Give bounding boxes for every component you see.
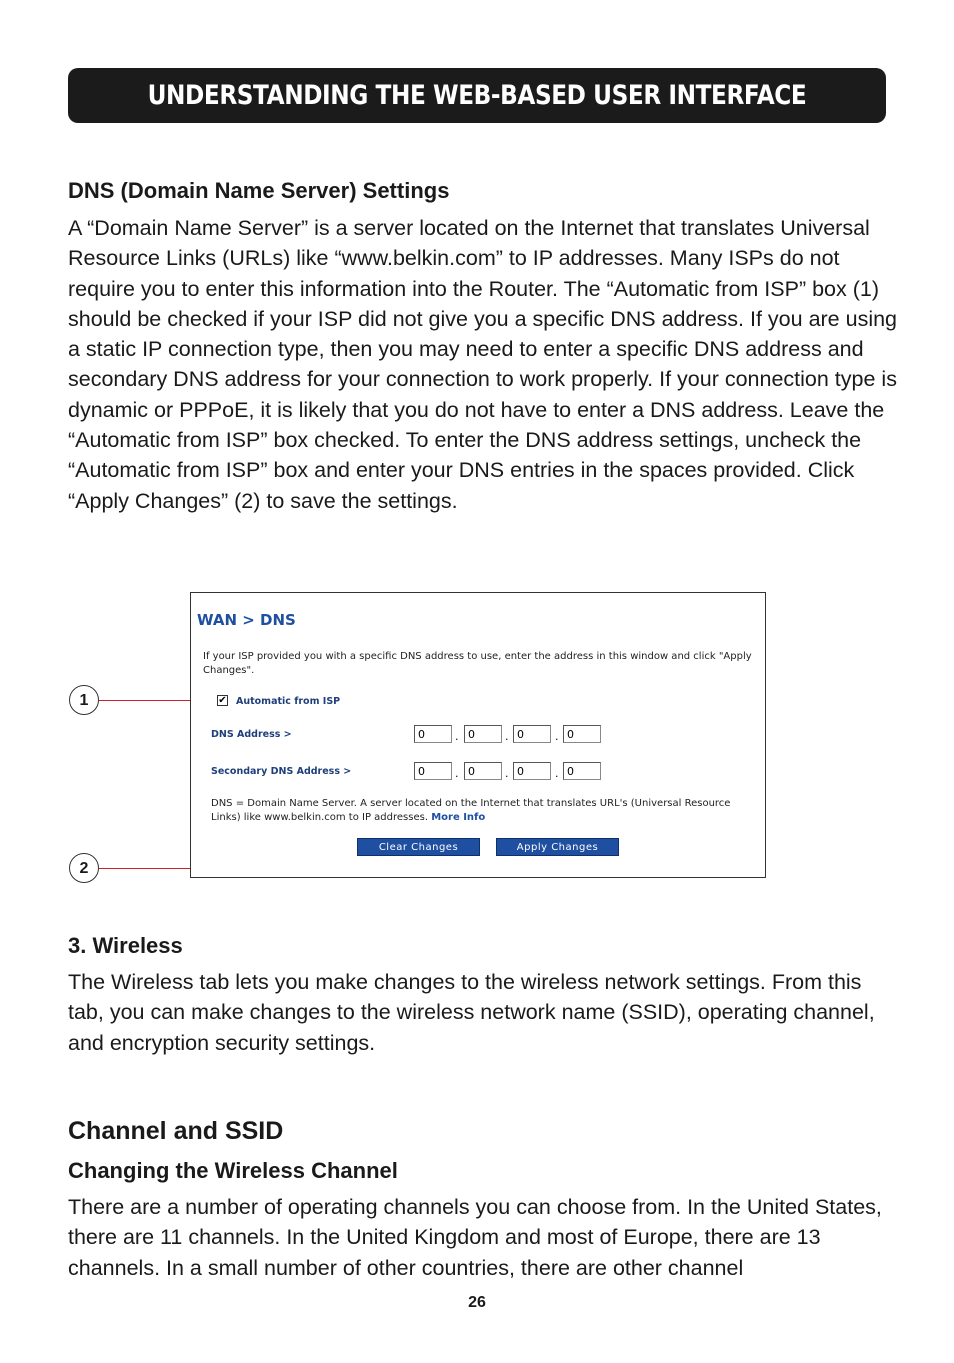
dns-dot: . <box>455 730 459 743</box>
secondary-dns-dot: . <box>505 767 509 780</box>
callout-1: 1 <box>69 685 99 715</box>
dns-octet-4[interactable]: 0 <box>563 725 601 743</box>
dns-body: A “Domain Name Server” is a server located on the Internet that translates Universal Resource Links (URLs) like “www.belkin.com” to IP addresses. Many ISPs do not require you to enter this information into the Router. The “Automatic from ISP” box (1) should be checked if your ISP did not give you a specific DNS address. If you are using a static IP connection type, then you may need to enter a specific DNS address and secondary DNS address for your connection to work properly. If your connection type is dynamic or PPPoE, it is likely that you do not have to enter a DNS address. Leave the “Automatic from ISP” box checked. To enter the DNS address settings, uncheck the “Automatic from ISP” box and enter your DNS entries in the spaces provided. Click “Apply Changes” (2) to save the settings. <box>68 216 898 513</box>
more-info-link[interactable]: More Info <box>431 812 486 823</box>
apply-changes-button[interactable]: Apply Changes <box>496 838 619 856</box>
dns-octet-3[interactable]: 0 <box>513 725 551 743</box>
banner-title: UNDERSTANDING THE WEB-BASED USER INTERFACE <box>147 80 807 111</box>
dns-heading: DNS (Domain Name Server) Settings <box>68 178 450 203</box>
secondary-dns-label: Secondary DNS Address > <box>211 766 352 777</box>
dns-octet-1[interactable]: 0 <box>414 725 452 743</box>
secondary-dns-dot: . <box>455 767 459 780</box>
dns-dot: . <box>505 730 509 743</box>
secondary-dns-dot: . <box>555 767 559 780</box>
dns-note <box>211 797 761 825</box>
automatic-from-isp-label: Automatic from ISP <box>236 696 341 707</box>
wireless-body: The Wireless tab lets you make changes to the wireless network settings. From this tab, you can make changes to the wireless network name (SSID), operating channel, and encryption security settings. <box>68 970 875 1055</box>
dns-octet-2[interactable]: 0 <box>464 725 502 743</box>
clear-changes-button[interactable]: Clear Changes <box>357 838 480 856</box>
page-number: 26 <box>468 1294 486 1311</box>
callout-2: 2 <box>69 853 99 883</box>
screenshot-title: WAN > DNS <box>197 611 296 629</box>
secondary-dns-octet-3[interactable]: 0 <box>513 762 551 780</box>
channel-body: There are a number of operating channels you can choose from. In the United States, there are 11 channels. In the United Kingdom and most of Europe, there are 13 channels. In a small number of other countries, there are other channel <box>68 1195 882 1280</box>
channel-ssid-heading: Channel and SSID <box>68 1117 284 1145</box>
screenshot-intro: If your ISP provided you with a specific DNS address to use, enter the address in this window and click "Apply Changes". <box>203 651 752 676</box>
wan-dns-screenshot <box>190 592 766 878</box>
secondary-dns-octet-2[interactable]: 0 <box>464 762 502 780</box>
automatic-from-isp-checkbox[interactable]: ✔ <box>218 695 227 706</box>
secondary-dns-octet-4[interactable]: 0 <box>563 762 601 780</box>
secondary-dns-octet-1[interactable]: 0 <box>414 762 452 780</box>
dns-note-text: DNS = Domain Name Server. A server located on the Internet that translates URL's (Universal Resource Links) like www.belkin.com to IP addresses. <box>211 798 731 823</box>
wireless-heading: 3. Wireless <box>68 933 183 958</box>
dns-dot: . <box>555 730 559 743</box>
dns-address-label: DNS Address > <box>211 729 292 740</box>
section-banner <box>68 68 886 123</box>
changing-channel-heading: Changing the Wireless Channel <box>68 1158 398 1183</box>
